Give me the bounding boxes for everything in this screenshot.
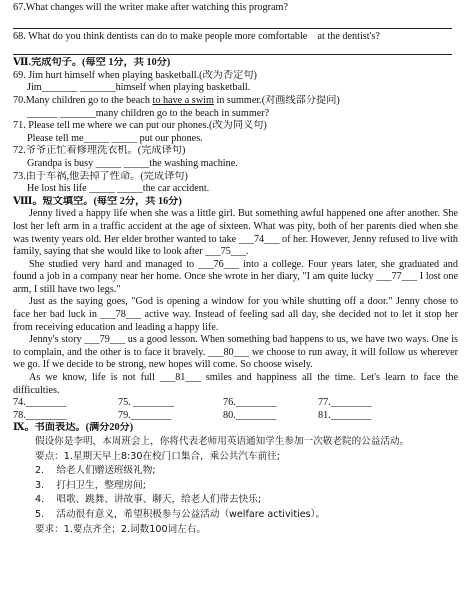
writing-requirements: 要求：1.要点齐全；2.词数100词左右。 — [35, 523, 206, 535]
writing-point: 要点：1.星期天早上8:30在校门口集合，乘公共汽车前往; — [35, 450, 280, 462]
writing-point: 3. 打扫卫生，整理房间; — [35, 479, 146, 491]
writing-point: 2. 给老人们赠送班级礼物; — [35, 465, 156, 477]
cloze-paragraph: Jenny's story ___79___ us a good lesson. When something bad happens to us, we have two ways. One is to complain, and the other is to face it bravely. ___80___ we choose to run away, it will follow us wherever we go. If we decide to be strong, new hopes will come. So choose wisely. — [13, 334, 458, 371]
answer-blank: 78.________ — [13, 409, 67, 421]
question-71: 71. Please tell me where we can put our phones.(改为同义句) — [13, 120, 267, 132]
answer-blank: 74.________ — [13, 397, 67, 409]
answer-line-68 — [13, 54, 452, 55]
writing-prompt: 假设你是李明，本周班会上，你将代表老师用英语通知学生参加一次敬老院的公益活动。 — [35, 436, 410, 447]
question-70: 70.Many children go to the beach to have a swim in summer.(对画线部分提问) — [13, 94, 340, 106]
answer-line-67 — [13, 28, 452, 29]
question-72: 72.爷爷正忙着修理洗衣机。(完成译句) — [13, 145, 186, 157]
writing-point: 4. 唱歌、跳舞、讲故事、聊天，给老人们带去快乐; — [35, 494, 262, 506]
question-70-blank: ______ _______many children go to the beach in summer? — [27, 107, 270, 119]
question-71-blank: Please tell me_____ _____ put our phones. — [27, 132, 203, 144]
cloze-paragraph: She studied very hard and managed to ___76___ into a college. Four years later, she graduated and found a job in a company near her home. Once she wrote in her diary, "I am quite lucky ___77___ I lost one arm, I still have two legs." — [13, 258, 458, 295]
question-69-blank: Jim_______ _______himself when playing basketball. — [27, 82, 251, 94]
question-72-blank: Grandpa is busy _____ _____the washing machine. — [27, 157, 238, 169]
cloze-passage — [13, 208, 458, 397]
cloze-paragraph: As we know, life is not full ___81___ smiles and happiness all the time. Let's learn to face the difficulties. — [13, 372, 458, 396]
answer-blank: 77.________ — [318, 397, 372, 409]
answer-blank: 79.________ — [118, 409, 172, 421]
answer-blank: 80.________ — [223, 409, 277, 421]
answer-blank: 75. ________ — [118, 397, 175, 409]
question-69: 69. Jim hurt himself when playing basketball.(改为否定句) — [13, 69, 257, 81]
section-9-heading: Ⅸ。书面表达。(满分20分) — [13, 422, 134, 434]
answer-blank: 81.________ — [318, 409, 372, 421]
section-7-heading: Ⅶ.完成句子。(每空 1分，共 10分) — [13, 57, 171, 69]
question-68: 68. What do you think dentists can do to make people more comfortable at the dentist's? — [13, 30, 380, 42]
cloze-answer-grid — [13, 397, 458, 422]
answer-blank: 76.________ — [223, 397, 277, 409]
question-73-blank: He lost his life _____ _____the car accident. — [27, 183, 210, 195]
question-67: 67.What changes will the writer make after watching this program? — [13, 2, 288, 13]
question-73: 73.由于车祸,他丢掉了性命。(完成译句) — [13, 170, 188, 182]
cloze-paragraph: Just as the saying goes, "God is opening a window for you while shutting off a door." Jenny chose to face her bad luck in ___78___ active way. Instead of feeling sad all day, she decided not to let it stop her from receiving education and leading a happy life. — [13, 296, 458, 333]
section-8-heading: Ⅷ。短文填空。(每空 2分，共 16分) — [13, 195, 182, 207]
writing-point: 5. 活动很有意义，希望积极参与公益活动（welfare activities）。 — [35, 508, 326, 520]
writing-task — [13, 435, 458, 537]
cloze-paragraph: Jenny lived a happy life when she was a little girl. But something awful happened one after another. She lost her left arm in a traffic accident at the age of sixteen. What was pity, both of her parents died when she was twenty years old. Her elder brother wanted to take ___74___ of her. However, Jenny refused to live with family, saying that she would like to look after ___75___. — [13, 208, 458, 258]
